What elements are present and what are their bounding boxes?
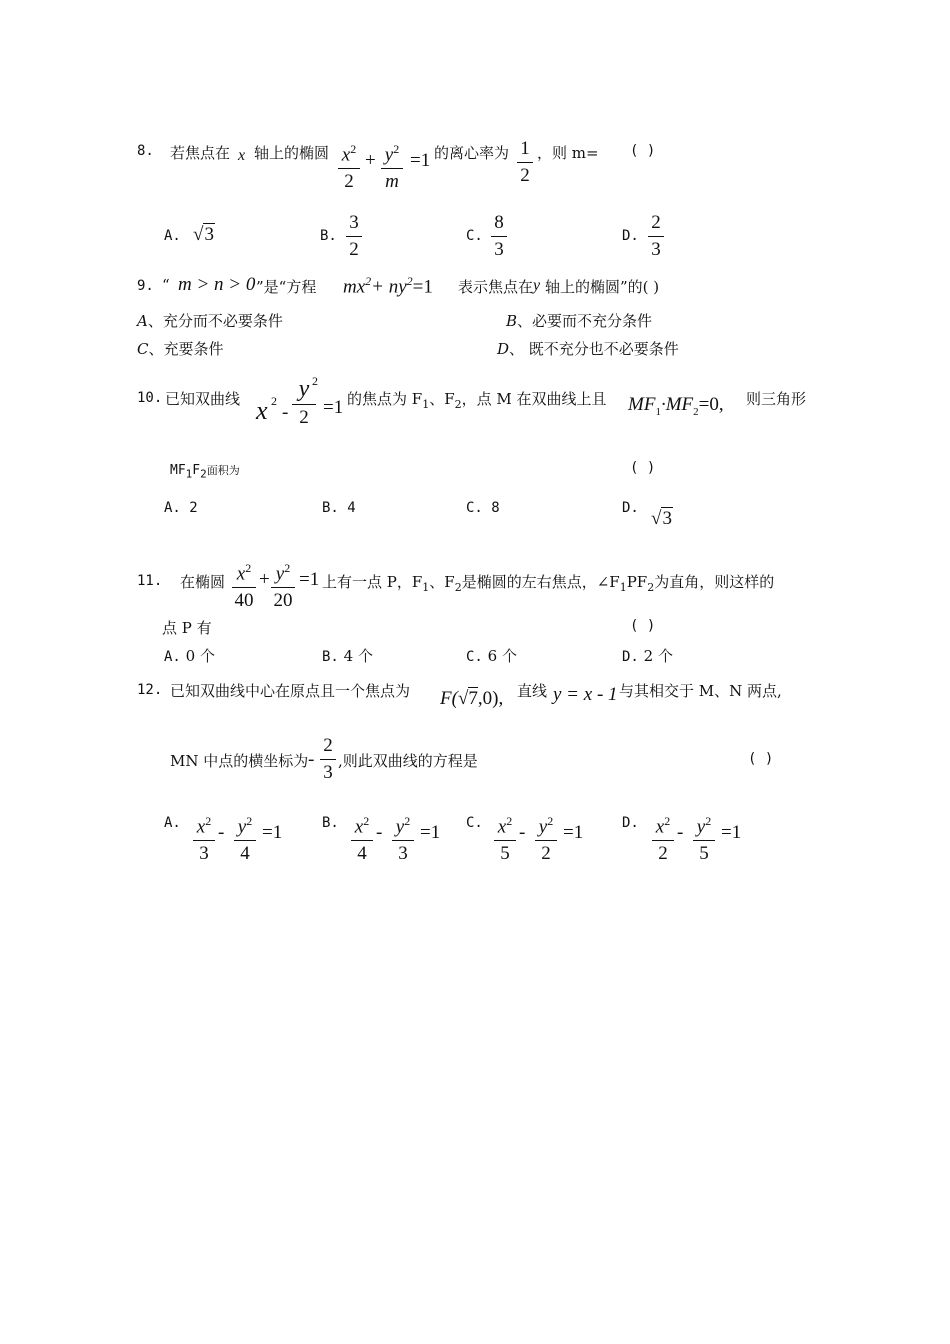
q11-option-b: B. 4 个 (322, 647, 373, 665)
q10-fraction: y 2 (292, 378, 316, 429)
q9-number: 9. (137, 278, 154, 294)
q11-fraction-2: $y^2$ 20 (271, 557, 295, 612)
q9-text-c: 表示焦点在 (458, 278, 534, 296)
q12-option-a-frac-y: $y^2$ 4 (234, 810, 256, 865)
q10-option-a: A. 2 (164, 500, 198, 516)
q10-y-exp: 2 (312, 374, 318, 388)
q8-answer-paren: ( ) (630, 143, 656, 159)
q12-option-c-label: C. (466, 815, 483, 831)
q12-intro: 已知双曲线中心在原点且一个焦点为 (170, 682, 411, 700)
q10-vector-equation: $MF_1\cdot MF_2=0$, (628, 394, 724, 418)
q10-option-c: C. 8 (466, 500, 500, 516)
q8-fraction-1: $x^2$ 2 (338, 138, 360, 193)
q8-x: x (238, 147, 246, 164)
q12-option-c-minus: - (519, 822, 526, 843)
q10-line2: $MF_1F_2$面积为 (170, 463, 240, 481)
q8-option-d-label: D. (622, 228, 639, 244)
q11-option-a: A. 0 个 (164, 647, 215, 665)
q11-equals-one: =1 (299, 569, 320, 590)
q8-number: 8. (137, 143, 154, 159)
q10-tail: 则三角形 (746, 390, 807, 408)
q10-option-d-value: √3 (651, 508, 672, 529)
q12-option-b-label: B. (322, 815, 339, 831)
q11-plus: + (259, 569, 270, 590)
q10-option-d-label: D. (622, 500, 639, 516)
q9-text-d: 轴上的椭圆”的( ) (545, 278, 660, 296)
q8-mid: 的离心率为 (434, 144, 510, 162)
q12-answer-paren: ( ) (748, 751, 774, 767)
q12-option-c-frac-y: $y^2$ 2 (535, 810, 557, 865)
q10-intro: 已知双曲线 (165, 390, 241, 408)
q12-option-a-frac-x: $x^2$ 3 (193, 810, 215, 865)
q9-y: y (533, 277, 541, 294)
q12-tail: 与其相交于 M、N 两点, (619, 682, 782, 700)
q11-answer-paren: ( ) (630, 618, 656, 634)
q12-option-a-label: A. (164, 815, 181, 831)
q12-option-b-equals: =1 (420, 822, 441, 843)
q12-line2-a: MN 中点的横坐标为 (170, 752, 309, 770)
q9-condition: m > n > 0 (178, 274, 256, 295)
q9-quote-open: “ (162, 276, 170, 294)
q12-option-d-minus: - (677, 822, 684, 843)
q8-tail: ，则 m= (537, 144, 599, 162)
q11-intro: 在椭圆 (180, 573, 226, 591)
q12-line2-b: ,则此双曲线的方程是 (338, 752, 478, 770)
q8-option-c-value: 8 3 (491, 212, 507, 261)
q12-option-d-equals: =1 (721, 822, 742, 843)
q9-equation: $mx^2+ ny^2=1$ (343, 274, 433, 298)
q10-option-b: B. 4 (322, 500, 356, 516)
q8-option-a-label: A. (164, 228, 181, 244)
q8-option-b-value: 3 2 (346, 212, 362, 261)
q12-option-a-equals: =1 (262, 822, 283, 843)
q8-option-d-value: 2 3 (648, 212, 664, 261)
q12-option-b-minus: - (376, 822, 383, 843)
q8-option-c-label: C. (466, 228, 483, 244)
q12-option-b-frac-y: $y^2$ 3 (392, 810, 414, 865)
q11-fraction-1: $x^2$ 40 (232, 557, 256, 612)
q12-number: 12. (137, 682, 163, 698)
q8-on-axis: 轴上的椭圆 (254, 144, 330, 162)
q12-option-c-equals: =1 (563, 822, 584, 843)
q11-mid: 上有一点 P，$F_1$、$F_2$是椭圆的左右焦点，$\angle F_1PF_2$为直角，则这样的 (322, 573, 775, 594)
q9-option-c: C、充要条件 (137, 340, 224, 358)
q12-option-a-minus: - (218, 822, 225, 843)
q12-midpoint-fraction: 2 3 (320, 735, 336, 784)
q12-line-equation: y = x - 1 (553, 684, 618, 705)
q8-eccentricity: 1 2 (517, 138, 533, 187)
q12-mid: 直线 (517, 682, 548, 700)
q8-intro: 若焦点在 (170, 144, 231, 162)
q12-focus: F(√7,0), (440, 688, 504, 709)
q11-line2: 点 P 有 (162, 619, 212, 637)
q9-text-b: ”是“方程 (256, 278, 317, 296)
q10-x: x (256, 396, 268, 425)
q8-fraction-2: $y^2$ m (381, 138, 403, 193)
q10-x-exp: 2 (271, 394, 277, 408)
q12-option-b-frac-x: $x^2$ 4 (351, 810, 373, 865)
q10-answer-paren: ( ) (630, 460, 656, 476)
q12-option-d-label: D. (622, 815, 639, 831)
q10-number: 10. (137, 390, 163, 406)
q8-plus: + (365, 150, 376, 171)
q8-equals-one: =1 (410, 150, 431, 171)
q11-option-c: C. 6 个 (466, 647, 517, 665)
q10-mid: 的焦点为 $F_1$、$F_2$，点 M 在双曲线上且 (347, 390, 607, 411)
q12-negative: - (308, 749, 315, 770)
q9-option-b: B、必要而不充分条件 (506, 312, 653, 330)
q10-minus: - (282, 402, 289, 423)
q11-option-d: D. 2 个 (622, 647, 673, 665)
q11-number: 11. (137, 573, 163, 589)
q9-option-a: A、充分而不必要条件 (137, 312, 283, 330)
q8-option-b-label: B. (320, 228, 337, 244)
q12-option-c-frac-x: $x^2$ 5 (494, 810, 516, 865)
q12-option-d-frac-x: $x^2$ 2 (652, 810, 674, 865)
q10-equals-one: =1 (323, 397, 344, 418)
q12-option-d-frac-y: $y^2$ 5 (693, 810, 715, 865)
q9-option-d: D、 既不充分也不必要条件 (497, 340, 679, 358)
q8-option-a-value: √3 (193, 224, 214, 245)
